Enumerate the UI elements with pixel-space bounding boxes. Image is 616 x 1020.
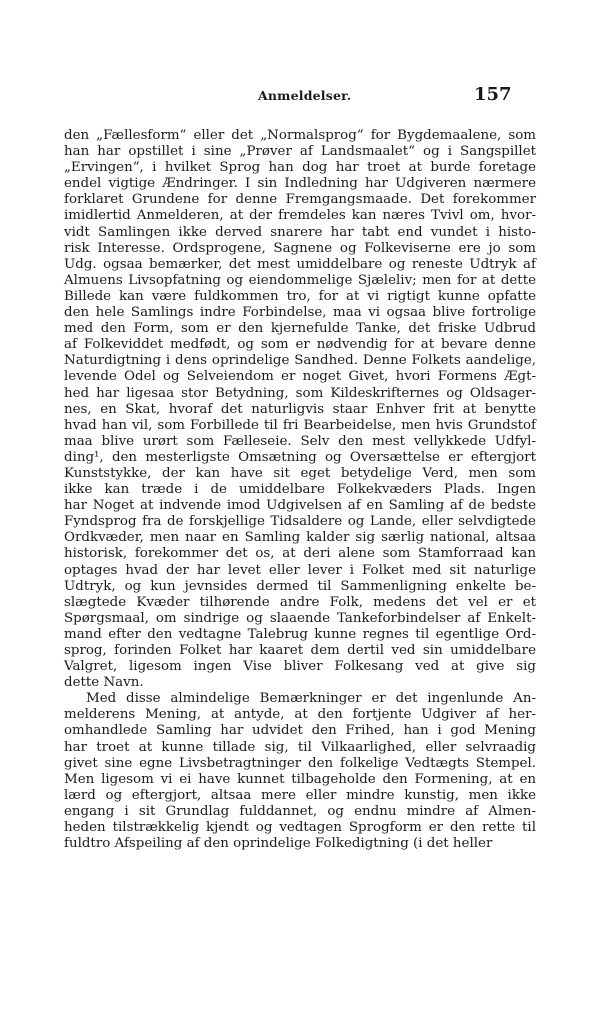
text-line: Billede kan være fuldkommen tro, for at vi rigtigt kunne opfatte	[64, 288, 536, 304]
text-line: givet sine egne Livsbetragtninger den folkelige Vedtægts Stempel.	[64, 755, 536, 771]
text-line: Men ligesom vi ei have kunnet tilbageholde den Formening, at en	[64, 771, 536, 787]
text-line: Kunststykke, der kan have sit eget betydelige Verd, men som	[64, 465, 536, 481]
text-line: Spørgsmaal, om sindrige og slaaende Tankeforbindelser af Enkelt-	[64, 610, 536, 626]
text-line: Ordkvæder, men naar en Samling kalder sig særlig national, altsaa	[64, 530, 536, 546]
text-line: ding¹, den mesterligste Omsætning og Oversættelse er eftergjort	[64, 449, 536, 465]
text-line: har troet at kunne tillade sig, til Vilkaarlighed, eller selvraadig	[64, 739, 536, 755]
text-line: hed har ligesaa stor Betydning, som Kildeskrifternes og Oldsager-	[64, 385, 536, 401]
running-title: Anmeldelser.	[258, 88, 352, 103]
text-line: Valgret, ligesom ingen Vise bliver Folkesang ved at give sig	[64, 659, 536, 675]
text-line: Almuens Livsopfatning og eiendommelige Sjæleliv; men for at dette	[64, 272, 536, 288]
text-line: endel vigtige Ændringer. I sin Indledning har Udgiveren nærmere	[64, 176, 536, 192]
text-line: Naturdigtning i dens oprindelige Sandhed. Denne Folkets aandelige,	[64, 353, 536, 369]
text-line: heden tilstrækkelig kjendt og vedtagen Sprogform er den rette til	[64, 820, 536, 836]
text-line: optages hvad der har levet eller lever i Folket med sit naturlige	[64, 562, 536, 578]
text-line: med den Form, som er den kjernefulde Tanke, det friske Udbrud	[64, 321, 536, 337]
paragraph-1	[64, 128, 536, 691]
text-line: omhandlede Samling har udvidet den Frihed, han i god Mening	[64, 723, 536, 739]
text-line: „Ervingen“, i hvilket Sprog han dog har troet at burde foretage	[64, 160, 536, 176]
text-line: lærd og eftergjort, altsaa mere eller mindre kunstig, men ikke	[64, 787, 536, 803]
text-line: Fyndsprog fra de forskjellige Tidsaldere og Lande, eller selvdigtede	[64, 514, 536, 530]
text-line: ikke kan træde i de umiddelbare Folkekvæders Plads. Ingen	[64, 482, 536, 498]
text-line: hvad han vil, som Forbillede til fri Bearbeidelse, men hvis Grundstof	[64, 417, 536, 433]
text-line: maa blive urørt som Fælleseie. Selv den mest vellykkede Udfyl-	[64, 433, 536, 449]
text-line: engang i sit Grundlag fulddannet, og endnu mindre af Almen-	[64, 803, 536, 819]
text-line: af Folkeviddet medfødt, og som er nødvendig for at bevare denne	[64, 337, 536, 353]
text-line: mand efter den vedtagne Talebrug kunne regnes til egentlige Ord-	[64, 626, 536, 642]
text-line: slægtede Kvæder tilhørende andre Folk, medens det vel er et	[64, 594, 536, 610]
text-line: den „Fællesform“ eller det „Normalsprog“ for Bygdemaalene, som	[64, 128, 536, 143]
text-line: dette Navn.	[64, 675, 144, 691]
text-line: fuldtro Afspeiling af den oprindelige Folkedigtning (i det heller	[64, 836, 493, 852]
text-line: sprog, forinden Folket har kaaret dem dertil ved sin umiddelbare	[64, 643, 536, 658]
body-text	[64, 128, 536, 852]
text-line: forklaret Grundene for denne Fremgangsmaade. Det forekommer	[64, 192, 536, 208]
text-line: melderens Mening, at antyde, at den fortjente Udgiver af her-	[64, 707, 536, 723]
text-line: levende Odel og Selveiendom er noget Givet, hvori Formens Ægt-	[64, 369, 536, 385]
text-line: nes, en Skat, hvoraf det naturligvis staar Enhver frit at benytte	[64, 401, 536, 417]
text-line: han har opstillet i sine „Prøver af Landsmaalet“ og i Sangspillet	[64, 144, 536, 160]
text-line: Med disse almindelige Bemærkninger er det ingenlunde An-	[86, 691, 536, 707]
text-line: den hele Samlings indre Forbindelse, maa vi ogsaa blive fortrolige	[64, 305, 536, 321]
text-line: har Noget at indvende imod Udgivelsen af en Samling af de bedste	[64, 498, 536, 514]
text-line: Udg. ogsaa bemærker, det mest umiddelbare og reneste Udtryk af	[64, 256, 536, 272]
text-line: historisk, forekommer det os, at deri alene som Stamforraad kan	[64, 546, 536, 562]
text-line: imidlertid Anmelderen, at der fremdeles kan næres Tvivl om, hvor-	[64, 208, 536, 224]
page-number: 157	[474, 84, 512, 105]
text-line: risk Interesse. Ordsprogene, Sagnene og Folkeviserne ere jo som	[64, 240, 536, 256]
text-line: Udtryk, og kun jevnsides dermed til Sammenligning enkelte be-	[64, 578, 536, 594]
text-line: vidt Samlingen ikke derved snarere har tabt end vundet i histo-	[64, 224, 536, 240]
paragraph-2	[64, 691, 536, 852]
